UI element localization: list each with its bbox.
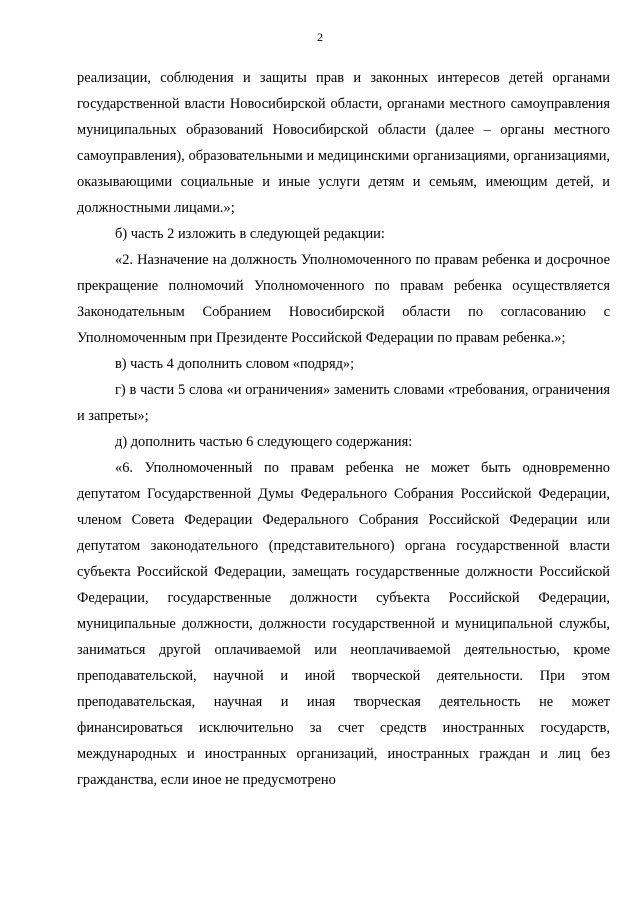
- paragraph-item-g: г) в части 5 слова «и ограничения» заменить словами «требования, ограничения и запреты»;: [77, 382, 610, 424]
- paragraph-part-6-text: «6. Уполномоченный по правам ребенка не может быть одновременно депутатом Государственной Думы Федерального Собрания Российской Федерации, членом Совета Федерации Федерального Собрания Российской Федерации или депутатом законодательного (представительного) органа государственной власти субъекта Российской Федерации, замещать государственные должности Российской Федерации, государственные должности субъекта Российской Федерации, муниципальные должности, должности государственной и муниципальной службы, заниматься другой оплачиваемой или неоплачиваемой деятельностью, кроме преподавательской, научной и иной творческой деятельности. При этом преподавательская, научная и иная творческая деятельность не может финансироваться исключительно за счет средств иностранных государств, международных и иностранных организаций, иностранных граждан и лиц без гражданства, если иное не предусмотрено: [77, 460, 610, 788]
- document-body: [77, 65, 610, 793]
- page-number: 2: [317, 30, 323, 44]
- paragraph-item-d: д) дополнить частью 6 следующего содержания:: [115, 434, 413, 450]
- paragraph-part-2-text: «2. Назначение на должность Уполномоченного по правам ребенка и досрочное прекращение полномочий Уполномоченного по правам ребенка осуществляется Законодательным Собранием Новосибирской области по согласованию с Уполномоченным при Президенте Российской Федерации по правам ребенка.»;: [77, 252, 610, 346]
- paragraph-item-b: б) часть 2 изложить в следующей редакции:: [115, 226, 385, 242]
- paragraph-continuation: реализации, соблюдения и защиты прав и законных интересов детей органами государственной власти Новосибирской области, органами местного самоуправления муниципальных образований Новосибирской области (далее – органы местного самоуправления), образовательными и медицинскими организациями, организациями, оказывающими социальные и иные услуги детям и семьям, имеющим детей, и должностными лицами.»;: [77, 70, 610, 216]
- paragraph-item-v: в) часть 4 дополнить словом «подряд»;: [115, 356, 355, 372]
